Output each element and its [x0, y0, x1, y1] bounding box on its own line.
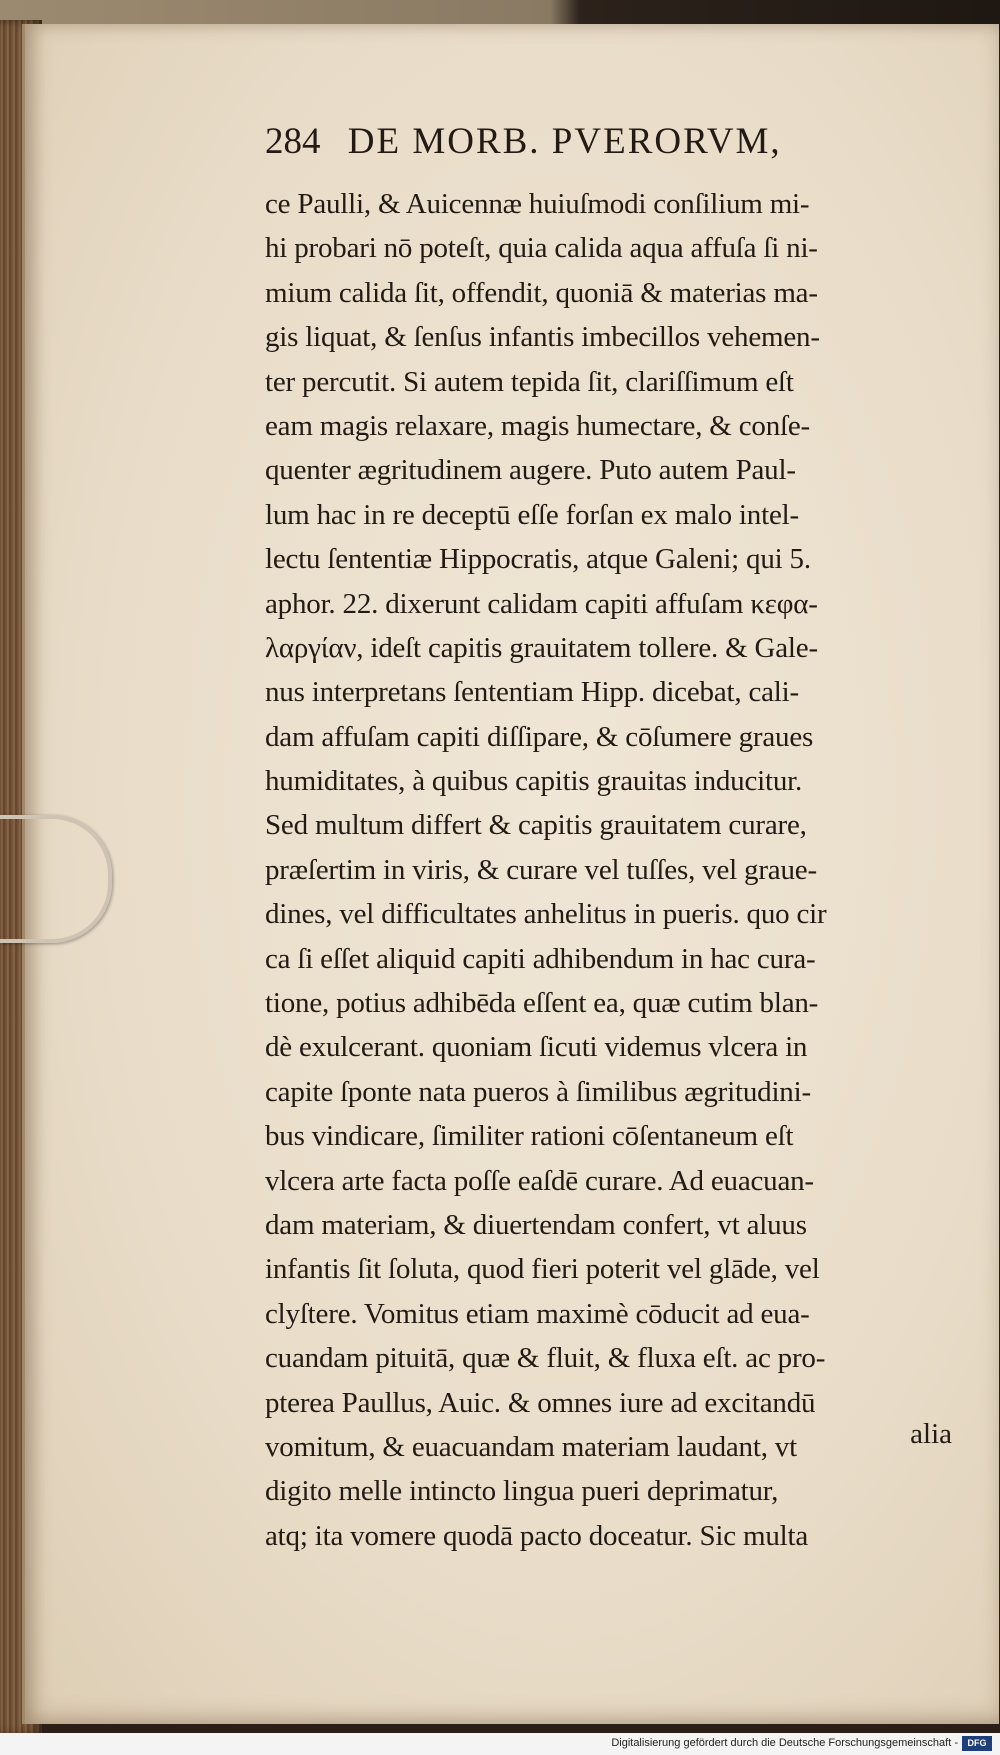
text-line: mium calida ſit, offendit, quoniā & materias ma-: [265, 276, 818, 309]
page-clip: [0, 815, 112, 943]
text-line: humiditates, à quibus capitis grauitas inducitur.: [265, 765, 803, 798]
text-line: Sed multum differt & capitis grauitatem curare,: [265, 809, 807, 842]
digitization-footer: [0, 1733, 1000, 1755]
text-line: clyſtere. Vomitus etiam maximè cōducit ad eua-: [265, 1297, 810, 1330]
text-line: dè exulcerant. quoniam ſicuti videmus vlcera in: [265, 1031, 808, 1064]
text-line: atq; ita vomere quodā pacto doceatur. Sic multa: [265, 1519, 809, 1552]
running-head-title: DE MORB. PVERORVM,: [347, 121, 782, 162]
text-line: infantis ſit ſoluta, quod fieri poterit vel glāde, vel: [265, 1253, 820, 1286]
text-line: tione, potius adhibēda eſſent ea, quæ cutim blan-: [265, 987, 819, 1020]
text-line: ter percutit. Si autem tepida ſit, clariſſimum eſt: [265, 365, 794, 398]
text-line: cuandam pituitā, quæ & fluit, & fluxa eſt. ac pro-: [265, 1342, 826, 1375]
text-line: λαργίαν, ideſt capitis grauitatem tollere. & Gale-: [265, 631, 818, 664]
page-text-block: [265, 120, 955, 1558]
text-line: dines, vel difficultates anhelitus in pueris. quo cir: [265, 898, 827, 931]
dfg-logo: DFG: [962, 1736, 992, 1751]
text-line: præſertim in viris, & curare vel tuſſes, vel graue-: [265, 853, 817, 886]
text-line: ca ſi eſſet aliquid capiti adhibendum in hac cura-: [265, 942, 816, 975]
text-line: capite ſponte nata pueros à ſimilibus ægritudini-: [265, 1075, 811, 1108]
text-line: lectu ſententiæ Hippocratis, atque Galeni; qui 5.: [265, 543, 811, 576]
text-line: vlcera arte facta poſſe eaſdē curare. Ad euacuan-: [265, 1164, 814, 1197]
text-line: dam affuſam capiti diſſipare, & cōſumere graues: [265, 720, 814, 753]
page-number: 284: [265, 121, 321, 162]
text-line: vomitum, & euacuandam materiam laudant, vt: [265, 1430, 797, 1463]
running-head: [265, 120, 955, 182]
footer-credit: Digitalisierung gefördert durch die Deutsche Forschungsgemeinschaft -: [611, 1737, 958, 1749]
text-line: bus vindicare, ſimiliter rationi cōſentaneum eſt: [265, 1120, 794, 1153]
text-line: ce Paulli, & Auicennæ huiuſmodi conſilium mi-: [265, 188, 810, 220]
text-line: nus interpretans ſententiam Hipp. dicebat, cali-: [265, 676, 799, 709]
body-text: [265, 182, 955, 1558]
text-line: pterea Paullus, Auic. & omnes iure ad excitandū: [265, 1386, 816, 1419]
catchword: alia: [910, 1418, 952, 1450]
text-line: gis liquat, & ſenſus infantis imbecillos vehemen-: [265, 321, 820, 354]
text-line: hi probari nō poteſt, quia calida aqua affuſa ſi ni-: [265, 232, 818, 265]
text-line: dam materiam, & diuertendam confert, vt aluus: [265, 1208, 807, 1241]
text-line: aphor. 22. dixerunt calidam capiti affuſam κεφα-: [265, 587, 818, 620]
text-line: quenter ægritudinem augere. Puto autem Paul-: [265, 454, 796, 487]
text-line: eam magis relaxare, magis humectare, & conſe-: [265, 409, 810, 442]
text-line: lum hac in re deceptū eſſe forſan ex malo intel-: [265, 498, 799, 531]
text-line: digito melle intincto lingua pueri deprimatur,: [265, 1475, 779, 1508]
